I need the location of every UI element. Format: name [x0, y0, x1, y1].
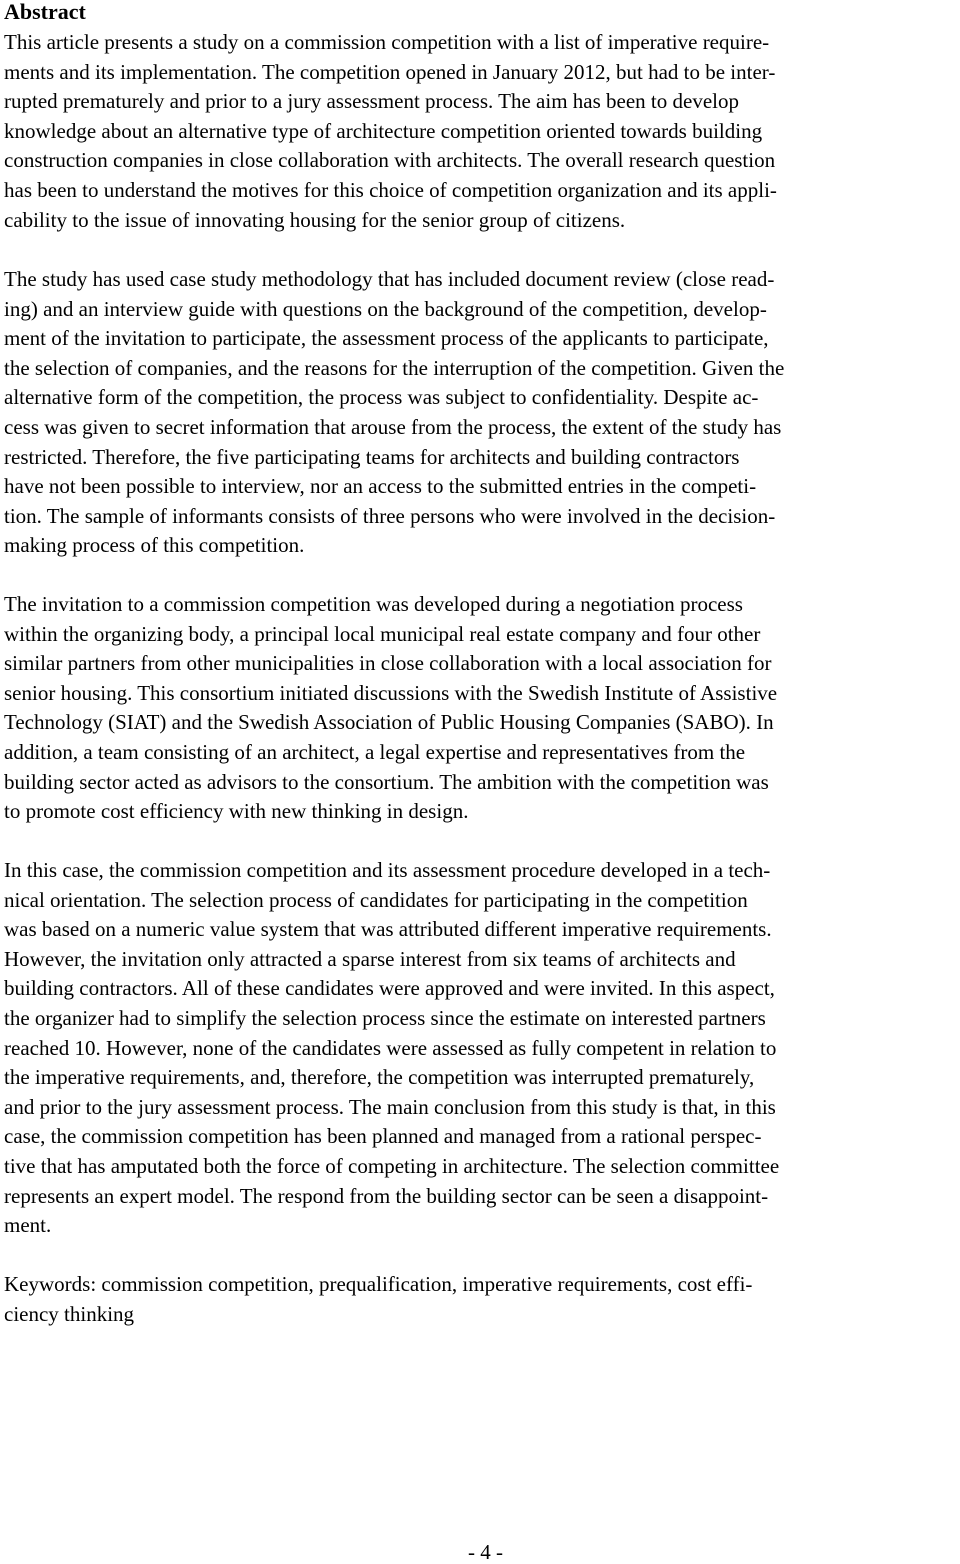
text-line: ment of the invitation to participate, the assessment process of the applicants to participate,: [4, 326, 769, 351]
text-line: and prior to the jury assessment process. The main conclusion from this study is that, in this: [4, 1094, 776, 1119]
text-line: the imperative requirements, and, therefore, the competition was interrupted prematurely,: [4, 1065, 755, 1090]
paragraph-keywords: [4, 1270, 960, 1329]
paragraph-invitation: [4, 590, 960, 827]
text-line: senior housing. This consortium initiated discussions with the Swedish Institute of Assistive: [4, 680, 778, 705]
abstract-heading: Abstract: [4, 0, 86, 24]
text-line: construction companies in close collaboration with architects. The overall research question: [4, 148, 776, 173]
text-line: tive that has amputated both the force of competing in architecture. The selection committee: [4, 1153, 780, 1178]
paragraph-methodology: [4, 265, 960, 561]
text-line: nical orientation. The selection process of candidates for participating in the competition: [4, 887, 748, 912]
text-line: In this case, the commission competition and its assessment procedure developed in a tech-: [4, 858, 771, 882]
document-page: [4, 0, 960, 1562]
text-line: Keywords: commission competition, prequalification, imperative requirements, cost effi-: [4, 1272, 753, 1296]
text-line: Technology (SIAT) and the Swedish Association of Public Housing Companies (SABO). In: [4, 710, 774, 735]
text-line: represents an expert model. The respond from the building sector can be seen a disappoint-: [4, 1183, 769, 1208]
text-line: cess was given to secret information that arouse from the process, the extent of the study has: [4, 414, 782, 439]
text-line: similar partners from other municipalities in close collaboration with a local association for: [4, 651, 772, 676]
paragraph-conclusion: [4, 856, 960, 1241]
text-line: building sector acted as advisors to the consortium. The ambition with the competition was: [4, 769, 769, 794]
text-line: the organizer had to simplify the selection process since the estimate on interested partners: [4, 1005, 766, 1030]
text-line: This article presents a study on a commission competition with a list of imperative require-: [4, 30, 770, 54]
text-line: rupted prematurely and prior to a jury assessment process. The aim has been to develop: [4, 89, 739, 114]
text-line: The study has used case study methodology that has included document review (close read-: [4, 267, 775, 291]
text-line: addition, a team consisting of an architect, a legal expertise and representatives from the: [4, 739, 746, 764]
text-line: case, the commission competition has been planned and managed from a rational perspec-: [4, 1124, 762, 1149]
paragraph-intro: [4, 28, 960, 235]
text-line: making process of this competition.: [4, 533, 305, 558]
text-line: ments and its implementation. The competition opened in January 2012, but had to be inter-: [4, 59, 776, 84]
text-line: ment.: [4, 1213, 52, 1238]
page-number: - 4 -: [468, 1540, 503, 1564]
text-line: restricted. Therefore, the five participating teams for architects and building contractors: [4, 444, 740, 469]
text-line: ing) and an interview guide with questions on the background of the competition, develop-: [4, 296, 767, 321]
text-line: was based on a numeric value system that was attributed different imperative requirements.: [4, 917, 772, 942]
text-line: has been to understand the motives for this choice of competition organization and its appli-: [4, 177, 777, 202]
text-line: to promote cost efficiency with new thinking in design.: [4, 799, 469, 824]
text-line: alternative form of the competition, the process was subject to confidentiality. Despite ac-: [4, 385, 759, 410]
text-line: tion. The sample of informants consists of three persons who were involved in the decision-: [4, 503, 776, 528]
text-line: have not been possible to interview, nor an access to the submitted entries in the competi-: [4, 474, 757, 499]
text-line: knowledge about an alternative type of architecture competition oriented towards building: [4, 118, 763, 143]
text-line: However, the invitation only attracted a sparse interest from six teams of architects and: [4, 946, 736, 971]
text-line: building contractors. All of these candidates were approved and were invited. In this aspect,: [4, 976, 775, 1001]
text-line: the selection of companies, and the reasons for the interruption of the competition. Given the: [4, 355, 785, 380]
text-line: reached 10. However, none of the candidates were assessed as fully competent in relation to: [4, 1035, 777, 1060]
text-line: The invitation to a commission competition was developed during a negotiation process: [4, 592, 743, 616]
text-line: cability to the issue of innovating housing for the senior group of citizens.: [4, 207, 626, 232]
text-line: ciency thinking: [4, 1301, 135, 1326]
text-line: within the organizing body, a principal local municipal real estate company and four other: [4, 621, 761, 646]
